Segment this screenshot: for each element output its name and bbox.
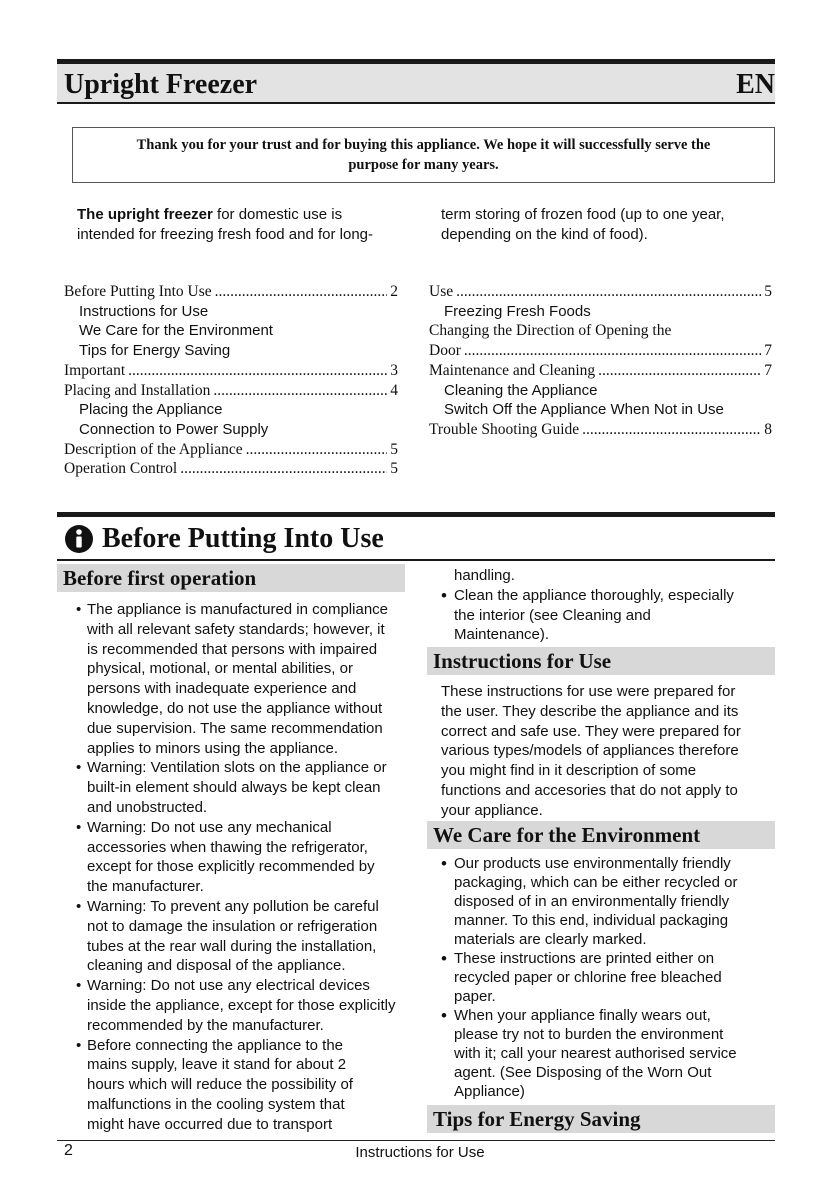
footer-text: Instructions for Use bbox=[355, 1144, 485, 1161]
page-title: Upright Freezer bbox=[64, 69, 258, 100]
section-bottom-rule bbox=[57, 559, 775, 561]
toc-entry[interactable]: Trouble Shooting Guide ..... 8 bbox=[429, 420, 772, 440]
list-item: • These instructions are printed either on recycled paper or chlorine free bleached paper. bbox=[441, 949, 775, 1006]
toc-entry[interactable]: Before Putting Into Use ..... 2 bbox=[64, 282, 398, 302]
environment-text bbox=[441, 854, 775, 1101]
toc-subentry[interactable]: Switch Off the Appliance When Not in Use bbox=[444, 401, 724, 419]
toc-entry-multiline[interactable]: Changing the Direction of Opening the bbox=[429, 322, 672, 340]
list-item: • Warning: Do not use any mechanical accessories when thawing the refrigerator, except for those explicitly recommended by the manufacturer. bbox=[76, 818, 421, 897]
info-icon bbox=[64, 524, 94, 554]
list-item: • When your appliance finally wears out, please try not to burden the environment with it; call your nearest authorised service agent. (See Disposing of the Worn Out Appliance) bbox=[441, 1006, 775, 1101]
toc-left bbox=[64, 282, 398, 479]
footer-rule bbox=[57, 1140, 775, 1141]
list-item: • Our products use environmentally friendly packaging, which can be either recycled or disposed of in an environmentally friendly manner. To this end, individual packaging materials are clearly marked. bbox=[441, 854, 775, 949]
thank-you-box bbox=[72, 127, 775, 183]
list-item: • Warning: Do not use any electrical devices inside the appliance, except for those explicitly recommended by the manufacturer. bbox=[76, 976, 421, 1035]
section-top-rule bbox=[57, 512, 775, 517]
toc-entry[interactable]: Use ..... 5 bbox=[429, 282, 772, 302]
intro-right-line-1: term storing of frozen food (up to one year, bbox=[441, 206, 725, 223]
list-item: • Before connecting the appliance to the mains supply, leave it stand for about 2 hours which will reduce the possibility of malfunctions in the cooling system that might have occurred due to transport bbox=[76, 1036, 421, 1135]
toc-entry[interactable]: Maintenance and Cleaning ..... 7 bbox=[429, 361, 772, 381]
heading-we-care-environment: We Care for the Environment bbox=[427, 821, 775, 849]
intro-left-line-2: intended for freezing fresh food and for long- bbox=[77, 226, 374, 243]
list-item: • Warning: Ventilation slots on the appliance or built-in element should always be kept clean and unobstructed. bbox=[76, 758, 421, 817]
toc-entry[interactable]: Description of the Appliance ..... 5 bbox=[64, 440, 398, 460]
toc-subentry[interactable]: Freezing Fresh Foods bbox=[444, 302, 591, 320]
page-number: 2 bbox=[64, 1142, 73, 1159]
thank-you-line-1: Thank you for your trust and for buying this appliance. We hope it will successfully serve the bbox=[136, 137, 711, 153]
toc-subentry[interactable]: Instructions for Use bbox=[79, 302, 209, 320]
thank-you-line-2: purpose for many years. bbox=[348, 157, 499, 173]
section-title-text: Before Putting Into Use bbox=[102, 523, 384, 554]
toc-subentry[interactable]: We Care for the Environment bbox=[79, 322, 273, 340]
toc-right bbox=[429, 282, 772, 440]
list-item: • The appliance is manufactured in compliance with all relevant safety standards; however, it is recommended that persons with impaired physical, motional, or mental abilities, or persons with inadequate experience and knowledge, do not use the appliance without due supervision. The same recommendation applies to minors using the appliance. bbox=[76, 600, 421, 758]
toc-entry[interactable]: Operation Control ..... 5 bbox=[64, 459, 398, 479]
heading-tips-energy-saving: Tips for Energy Saving bbox=[427, 1105, 775, 1133]
continued-text: handling. bbox=[454, 567, 515, 584]
toc-entry[interactable]: Door ..... 7 bbox=[429, 341, 772, 361]
intro-left bbox=[77, 205, 417, 245]
language-code: EN bbox=[736, 69, 775, 100]
intro-bold: The upright freezer bbox=[77, 206, 213, 223]
section-title bbox=[64, 519, 384, 559]
left-column-text bbox=[76, 600, 421, 1135]
toc-subentry[interactable]: Placing the Appliance bbox=[79, 401, 223, 419]
heading-instructions-for-use: Instructions for Use bbox=[427, 647, 775, 675]
intro-right-line-2: depending on the kind of food). bbox=[441, 226, 648, 243]
toc-subentry[interactable]: Tips for Energy Saving bbox=[79, 342, 231, 360]
toc-entry[interactable]: Placing and Installation ..... 4 bbox=[64, 381, 398, 401]
list-item: • Clean the appliance thoroughly, especially the interior (see Cleaning and Maintenance). bbox=[441, 586, 775, 645]
right-column-top bbox=[441, 566, 775, 645]
instructions-text: These instructions for use were prepared for the user. They describe the appliance and its correct and safe use. They were prepared for various types/models of appliances therefore you might find in it description of some functions and accesories that do not apply to your appliance. bbox=[441, 683, 741, 819]
intro-left-rest: for domestic use is bbox=[212, 206, 343, 223]
heading-before-first-operation: Before first operation bbox=[57, 564, 405, 592]
list-item: • Warning: To prevent any pollution be careful not to damage the insulation or refrigeration tubes at the rear wall during the installation, cleaning and disposal of the appliance. bbox=[76, 897, 421, 976]
toc-entry[interactable]: Important ..... 3 bbox=[64, 361, 398, 381]
intro-right bbox=[441, 205, 771, 245]
toc-subentry[interactable]: Connection to Power Supply bbox=[79, 420, 269, 438]
toc-subentry[interactable]: Cleaning the Appliance bbox=[444, 381, 598, 399]
